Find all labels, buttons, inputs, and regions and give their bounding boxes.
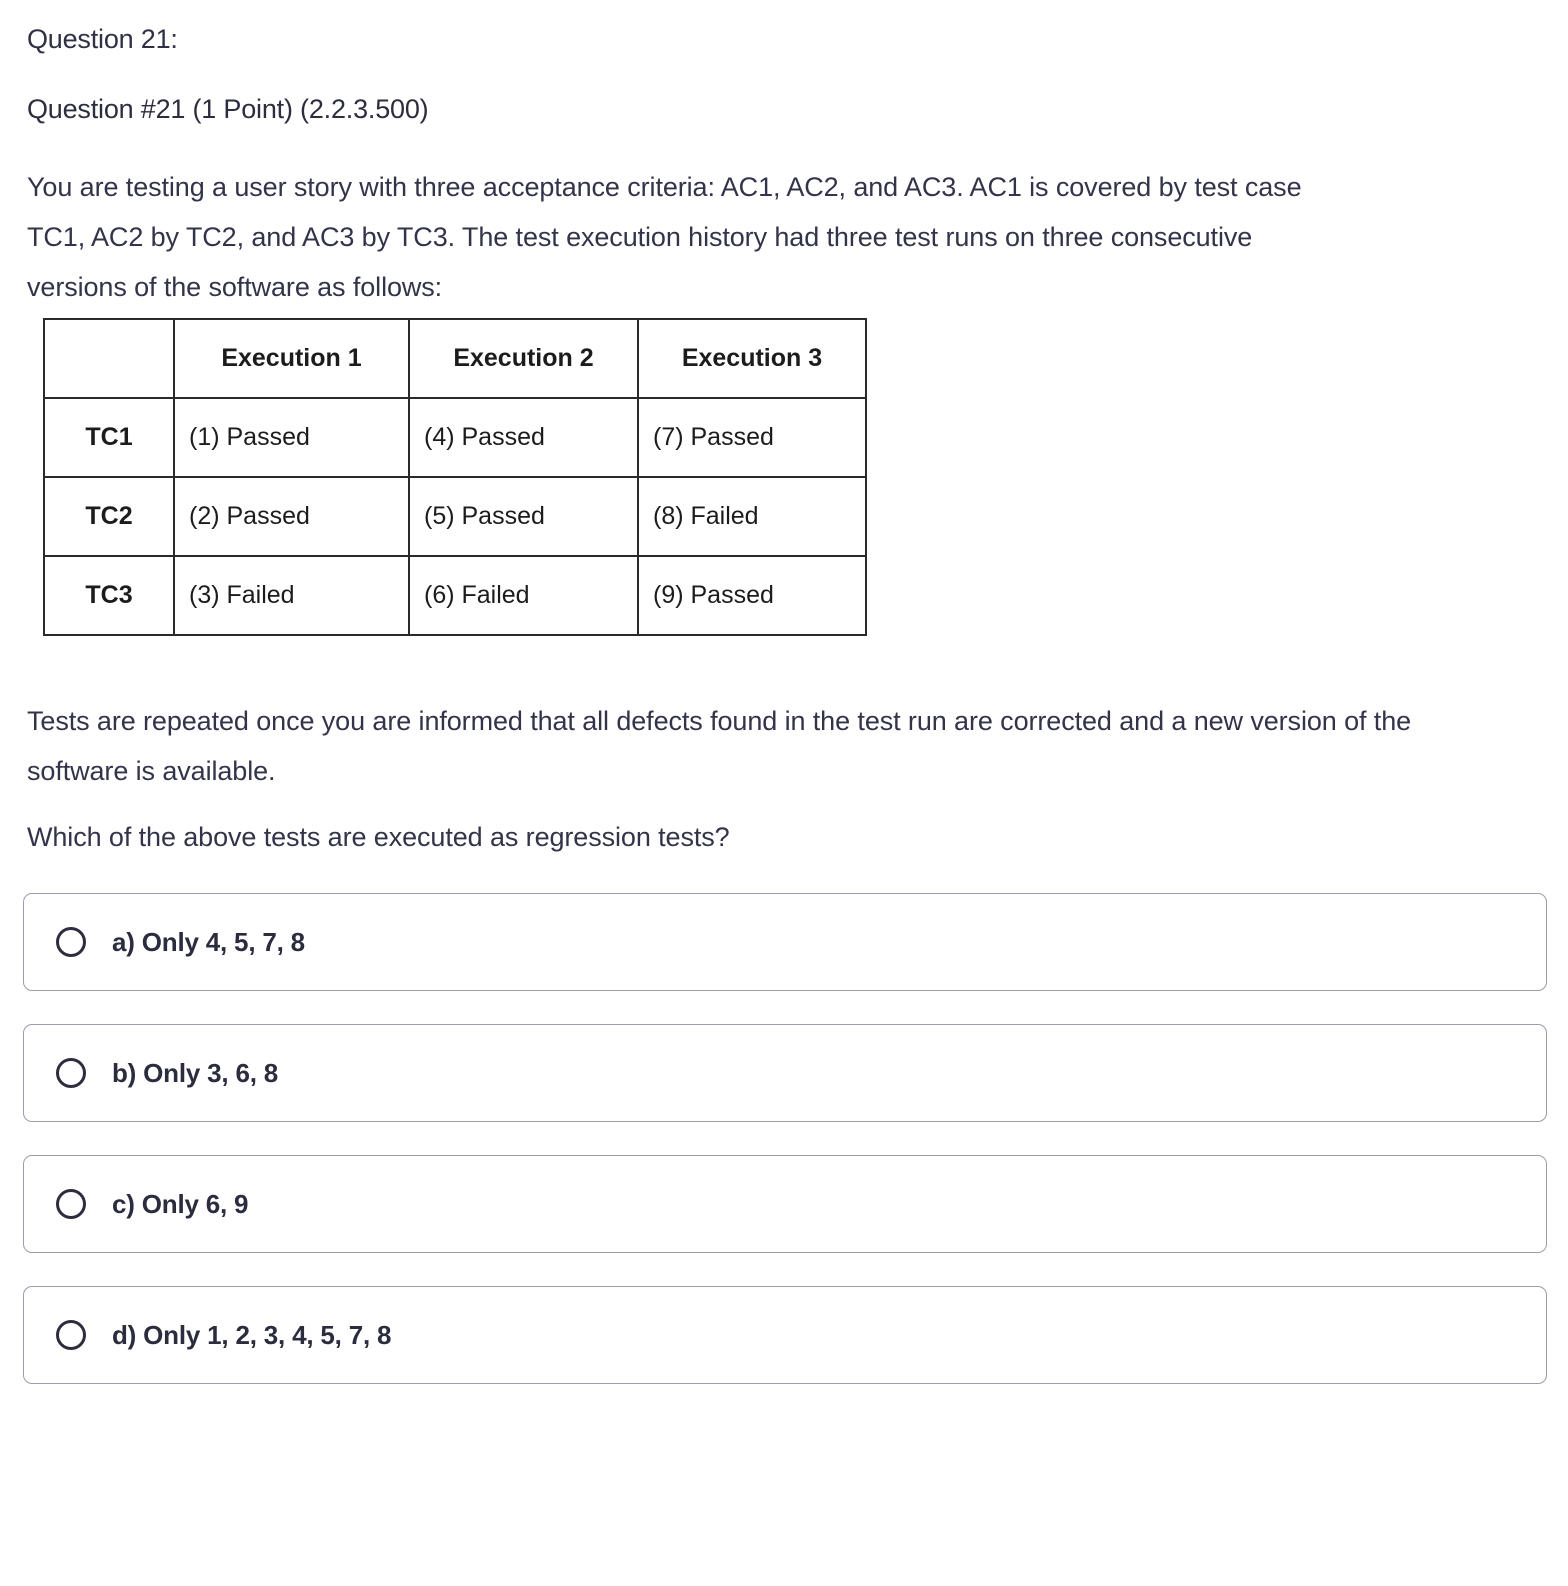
table-cell-tc1-exec1: (1) Passed	[174, 398, 409, 477]
answer-option-label-b: b) Only 3, 6, 8	[112, 1057, 279, 1088]
question-heading: Question #21 (1 Point) (2.2.3.500)	[27, 94, 429, 124]
answer-option-b[interactable]	[23, 1024, 1547, 1122]
test-execution-table	[43, 318, 867, 636]
answer-option-label-d: d) Only 1, 2, 3, 4, 5, 7, 8	[112, 1319, 392, 1350]
table-cell-tc3-exec1: (3) Failed	[174, 556, 409, 635]
answer-option-label-a: a) Only 4, 5, 7, 8	[112, 926, 305, 957]
table-cell-tc2-exec3: (8) Failed	[638, 477, 866, 556]
question-body-text: You are testing a user story with three acceptance criteria: AC1, AC2, and AC3. AC1 is covered by test case TC1, AC2 by TC2, and AC3 by TC3. The test execution history had three test runs on three consecutive versions of the software as follows:	[27, 172, 1302, 302]
table-cell-tc3-exec2: (6) Failed	[409, 556, 638, 635]
table-row-label-tc1: TC1	[44, 398, 174, 477]
table-cell-tc3-exec3: (9) Passed	[638, 556, 866, 635]
answer-options-list	[23, 893, 1547, 1417]
answer-option-label-c: c) Only 6, 9	[112, 1188, 249, 1219]
table-column-header-execution-3: Execution 3	[638, 319, 866, 398]
answer-option-d[interactable]	[23, 1286, 1547, 1384]
answer-option-c[interactable]	[23, 1155, 1547, 1253]
table-row-label-tc3: TC3	[44, 556, 174, 635]
table-row-label-tc2: TC2	[44, 477, 174, 556]
table-cell-tc2-exec2: (5) Passed	[409, 477, 638, 556]
radio-button-icon-c[interactable]	[56, 1189, 86, 1219]
table-head	[44, 319, 866, 398]
radio-button-icon-a[interactable]	[56, 927, 86, 957]
table-cell-tc2-exec1: (2) Passed	[174, 477, 409, 556]
table-cell-tc1-exec2: (4) Passed	[409, 398, 638, 477]
table-corner-cell	[44, 319, 174, 398]
question-number-label: Question 21:	[27, 24, 178, 54]
table-header-row	[44, 319, 866, 398]
table-row	[44, 477, 866, 556]
question-prompt-text: Which of the above tests are executed as regression tests?	[27, 822, 730, 852]
question-note-text: Tests are repeated once you are informed that all defects found in the test run are corrected and a new version of the software is available.	[27, 706, 1412, 786]
table-cell-tc1-exec3: (7) Passed	[638, 398, 866, 477]
radio-button-icon-d[interactable]	[56, 1320, 86, 1350]
answer-option-a[interactable]	[23, 893, 1547, 991]
radio-button-icon-b[interactable]	[56, 1058, 86, 1088]
table-row	[44, 556, 866, 635]
table-column-header-execution-2: Execution 2	[409, 319, 638, 398]
table-body	[44, 398, 866, 635]
table-column-header-execution-1: Execution 1	[174, 319, 409, 398]
table-row	[44, 398, 866, 477]
